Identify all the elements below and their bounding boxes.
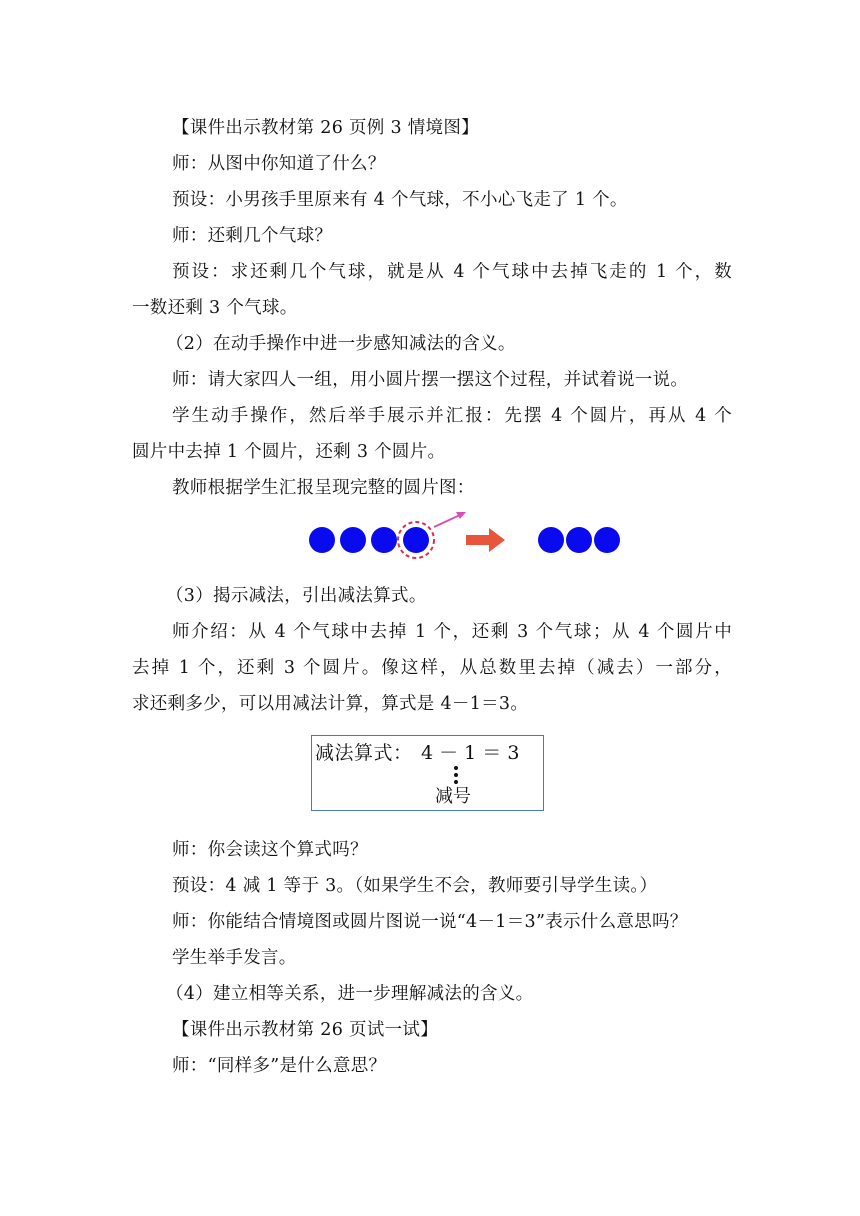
preset-answer-2-line1: 预设：求还剩几个气球，就是从 4 个气球中去掉飞走的 1 个，数 — [172, 262, 732, 282]
student-report-line1: 学生动手操作，然后举手展示并汇报：先摆 4 个圆片，再从 4 个 — [172, 406, 732, 426]
circles-after-group — [538, 527, 620, 553]
section-heading-3: （3）揭示减法，引出减法算式。 — [166, 586, 427, 606]
teacher-intro-line1: 师介绍：从 4 个气球中去掉 1 个，还剩 3 个气球；从 4 个圆片中 — [172, 622, 732, 642]
teacher-instruction: 师：请大家四人一组，用小圆片摆一摆这个过程，并试着说一说。 — [172, 370, 689, 390]
teacher-question-5: 师：“同样多”是什么意思？ — [172, 1056, 387, 1076]
teacher-question-1: 师：从图中你知道了什么？ — [172, 154, 386, 174]
preset-answer-3: 预设：4 减 1 等于 3。（如果学生不会，教师要引导学生读。） — [172, 876, 658, 896]
formula-expression: 4 － 1 ＝ 3 — [421, 742, 520, 764]
courseware-note-try: 【课件出示教材第 26 页试一试】 — [172, 1020, 438, 1040]
teacher-presents-figure: 教师根据学生汇报呈现完整的圆片图： — [172, 478, 475, 498]
fly-away-arrow — [434, 512, 466, 527]
section-heading-2: （2）在动手操作中进一步感知减法的含义。 — [166, 334, 516, 354]
result-arrow — [466, 528, 505, 552]
circle-before-2 — [340, 527, 366, 553]
courseware-note-example3: 【课件出示教材第 26 页例 3 情境图】 — [172, 118, 479, 138]
preset-answer-1: 预设：小男孩手里原来有 4 个气球，不小心飞走了 1 个。 — [172, 190, 628, 210]
circle-after-2 — [566, 527, 592, 553]
circle-before-1 — [309, 527, 335, 553]
circles-before-group — [309, 527, 429, 553]
minus-sign-name: 减号 — [435, 786, 471, 807]
circle-after-1 — [538, 527, 564, 553]
teacher-question-3: 师：你会读这个算式吗？ — [172, 840, 368, 860]
circle-before-3 — [371, 527, 397, 553]
student-response: 学生举手发言。 — [172, 948, 297, 968]
subtraction-formula-box — [311, 735, 544, 811]
teacher-intro-line2: 去掉 1 个，还剩 3 个圆片。像这样，从总数里去掉（减去）一部分， — [132, 658, 732, 678]
preset-answer-2-line2: 一数还剩 3 个气球。 — [132, 298, 298, 318]
section-heading-4: （4）建立相等关系，进一步理解减法的含义。 — [166, 984, 534, 1004]
circles-diagram — [300, 506, 630, 566]
teacher-intro-line3: 求还剩多少，可以用减法计算，算式是 4－1＝3。 — [132, 694, 529, 714]
teacher-question-4: 师：你能结合情境图或圆片图说一说“4－1＝3”表示什么意思吗？ — [172, 912, 688, 932]
student-report-line2: 圆片中去掉 1 个圆片，还剩 3 个圆片。 — [132, 442, 446, 462]
teacher-question-2: 师：还剩几个气球？ — [172, 226, 333, 246]
vertical-dots-pointer — [453, 766, 459, 786]
formula-label: 减法算式： — [315, 742, 413, 764]
circle-before-4 — [403, 527, 429, 553]
circle-after-3 — [594, 527, 620, 553]
